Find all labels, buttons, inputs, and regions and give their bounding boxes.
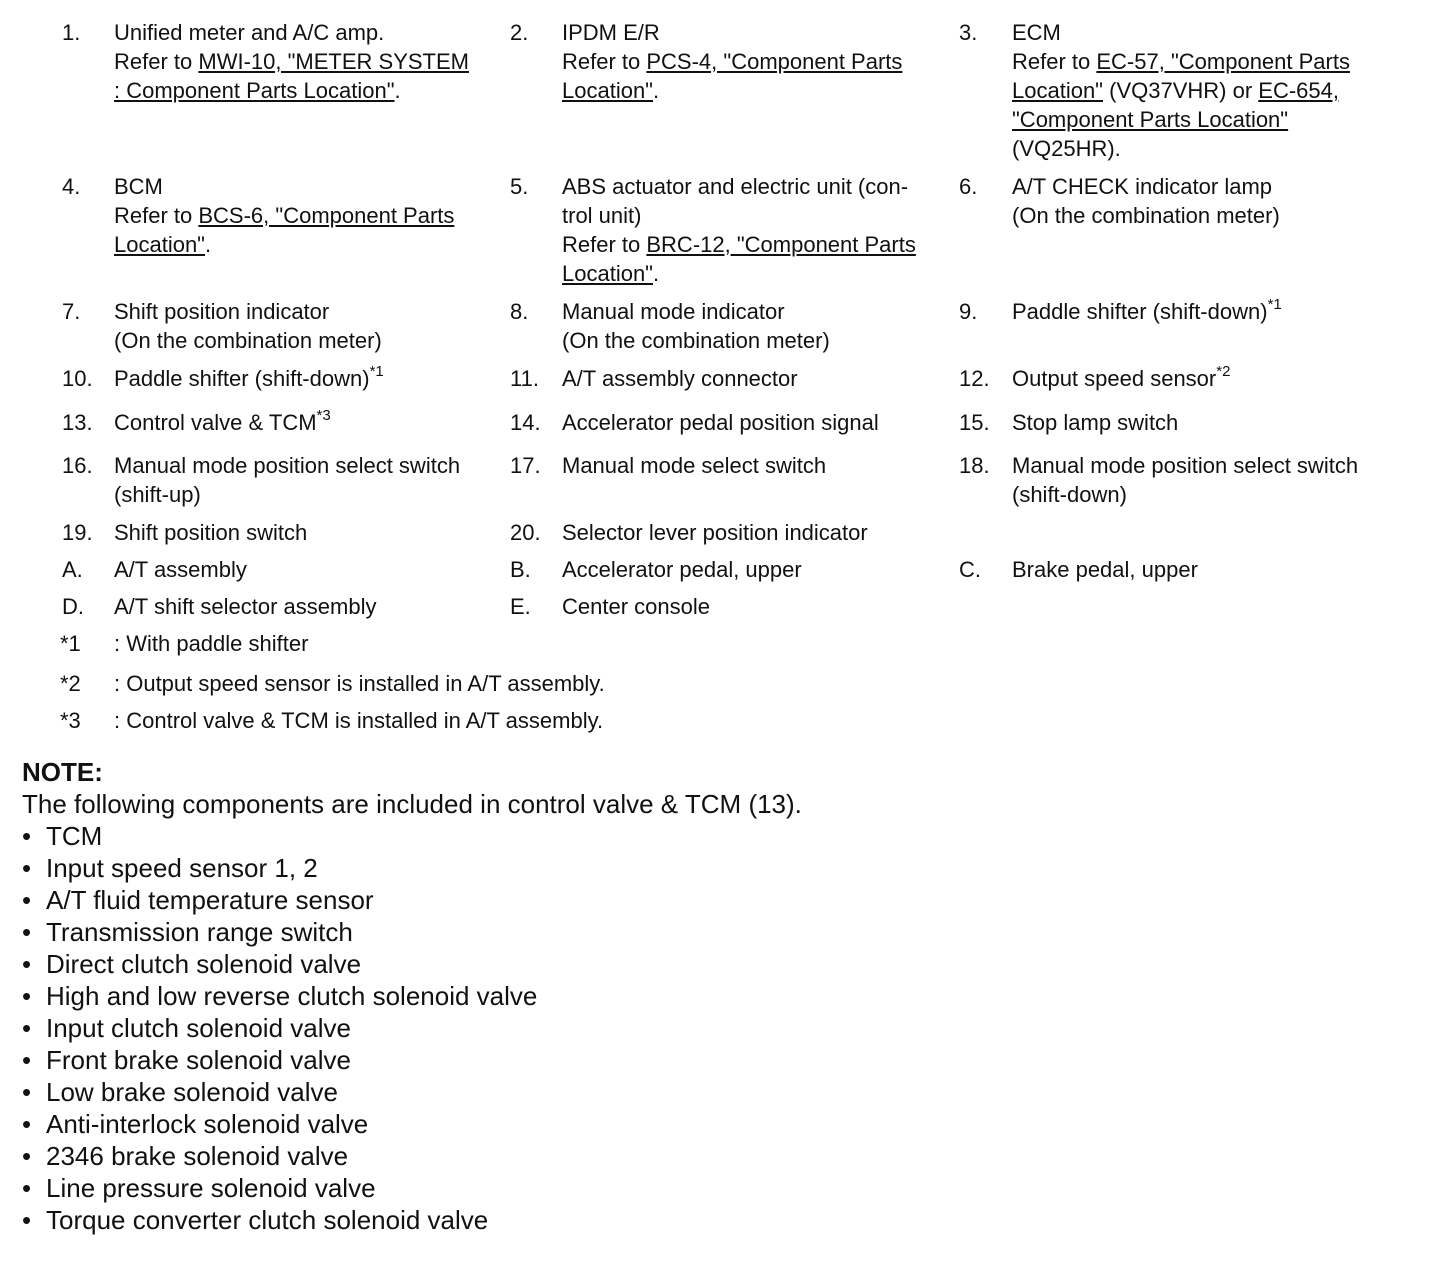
legend-line: Shift position switch [114, 520, 308, 545]
note-list-item [22, 948, 1222, 980]
legend-line [114, 76, 469, 105]
reference-link[interactable]: BRC-12, "Component Parts [646, 232, 916, 257]
text-run: Control valve & TCM [114, 410, 317, 435]
text-run: Refer to [114, 203, 199, 228]
note-item-text: High and low reverse clutch solenoid valve [46, 981, 538, 1011]
note-list-item [22, 1140, 1222, 1172]
legend-item-number: 2. [510, 20, 529, 45]
note-item-text: A/T fluid temperature sensor [46, 885, 374, 915]
footnote-text: : With paddle shifter [114, 631, 309, 656]
note-list-item [22, 980, 1222, 1012]
legend-item-number: 8. [510, 299, 529, 324]
text-run: Refer to [1012, 49, 1097, 74]
legend-item-text [562, 18, 902, 105]
legend-line: (On the combination meter) [1012, 203, 1280, 228]
legend-line: Selector lever position indicator [562, 520, 868, 545]
legend-line [1012, 105, 1350, 134]
legend-item-text [1012, 451, 1358, 509]
legend-item-text [1012, 555, 1198, 584]
text-run: (VQ37VHR) or [1103, 78, 1259, 103]
bullet-icon: • [22, 853, 32, 883]
legend-item-text [114, 592, 376, 621]
legend-line: Center console [562, 594, 710, 619]
note-item-text: Direct clutch solenoid valve [46, 949, 362, 979]
footnote-text: : Control valve & TCM is installed in A/T assembly. [114, 708, 604, 733]
text-run: Refer to [114, 49, 199, 74]
footnote-superscript: *3 [316, 406, 331, 424]
legend-item-text [1012, 18, 1350, 163]
bullet-icon: • [22, 1141, 32, 1171]
legend-item-text [562, 451, 826, 480]
legend-item-text [562, 297, 830, 355]
legend-line: Stop lamp switch [1012, 410, 1179, 435]
legend-line [114, 201, 454, 230]
legend-item-number: C. [959, 557, 981, 582]
note-list-item [22, 1172, 1222, 1204]
text-run: Paddle shifter (shift-down) [114, 366, 370, 391]
legend-item-text [562, 408, 879, 437]
legend-item-text [562, 555, 802, 584]
legend-line: Shift position indicator [114, 299, 330, 324]
reference-link[interactable]: "Component Parts Location" [1012, 107, 1289, 132]
footnote-superscript: *2 [1216, 362, 1231, 380]
note-list-item [22, 916, 1222, 948]
legend-line [1012, 47, 1350, 76]
note-list [22, 820, 1222, 1236]
note-list-item [22, 1012, 1222, 1044]
legend-item-text [562, 592, 710, 621]
text-run: Output speed sensor [1012, 366, 1217, 391]
legend-item-number: 5. [510, 174, 529, 199]
reference-link[interactable]: MWI-10, "METER SYSTEM [198, 49, 469, 74]
legend-item-text [562, 172, 916, 288]
legend-line: BCM [114, 174, 163, 199]
bullet-icon: • [22, 1045, 32, 1075]
bullet-icon: • [22, 885, 32, 915]
legend-item-number: 18. [959, 453, 990, 478]
legend-item-text [562, 364, 798, 393]
legend-line [562, 230, 916, 259]
legend-item-number: 4. [62, 174, 81, 199]
legend-item-text [114, 172, 454, 259]
legend-line: A/T shift selector assembly [114, 594, 377, 619]
legend-item-number: 15. [959, 410, 990, 435]
legend-item-number: 7. [62, 299, 81, 324]
footnote-mark: *2 [60, 671, 81, 696]
note-list-item [22, 1204, 1222, 1236]
reference-link[interactable]: PCS-4, "Component Parts [646, 49, 903, 74]
bullet-icon: • [22, 917, 32, 947]
legend-line: trol unit) [562, 203, 642, 228]
legend-line: A/T CHECK indicator lamp [1012, 174, 1273, 199]
reference-link[interactable]: EC-57, "Component Parts [1096, 49, 1350, 74]
legend-line [1012, 297, 1282, 326]
text-run: . [653, 261, 660, 286]
note-item-text: Line pressure solenoid valve [46, 1173, 376, 1203]
legend-line [562, 76, 902, 105]
legend-line: Manual mode position select switch [114, 453, 461, 478]
legend-item-number: 1. [62, 20, 81, 45]
footnote-text: : Output speed sensor is installed in A/T assembly. [114, 671, 605, 696]
legend-item-number: 16. [62, 453, 93, 478]
bullet-icon: • [22, 1013, 32, 1043]
legend-item-number: 9. [959, 299, 978, 324]
text-run: Refer to [562, 49, 647, 74]
legend-item-text [562, 518, 868, 547]
footnote-mark: *3 [60, 708, 81, 733]
bullet-icon: • [22, 949, 32, 979]
bullet-icon: • [22, 1205, 32, 1235]
note-item-text: 2346 brake solenoid valve [46, 1141, 349, 1171]
legend-line: Manual mode position select switch [1012, 453, 1359, 478]
note-list-item [22, 1076, 1222, 1108]
legend-line: IPDM E/R [562, 20, 660, 45]
legend-line: Brake pedal, upper [1012, 557, 1198, 582]
legend-item-text [114, 297, 382, 355]
legend-line [114, 47, 469, 76]
note-item-text: Front brake solenoid valve [46, 1045, 351, 1075]
legend-item-number: 10. [62, 366, 93, 391]
legend-item-text [114, 408, 331, 437]
bullet-icon: • [22, 1173, 32, 1203]
legend-item-number: 6. [959, 174, 978, 199]
text-run: Paddle shifter (shift-down) [1012, 299, 1268, 324]
legend-item-text [1012, 172, 1280, 230]
legend-line [114, 230, 454, 259]
note-heading: NOTE: [22, 757, 103, 787]
reference-link[interactable]: EC-654, [1258, 78, 1339, 103]
legend-item-text [114, 18, 469, 105]
note-item-text: Anti-interlock solenoid valve [46, 1109, 369, 1139]
legend-item-number: A. [62, 557, 83, 582]
bullet-icon: • [22, 981, 32, 1011]
legend-line [114, 364, 384, 393]
legend-item-text [114, 364, 384, 393]
note-list-item [22, 820, 1222, 852]
reference-link[interactable]: Location" [562, 78, 653, 103]
legend-line: Manual mode select switch [562, 453, 827, 478]
legend-item-text [114, 518, 307, 547]
bullet-icon: • [22, 1077, 32, 1107]
legend-line: Accelerator pedal, upper [562, 557, 802, 582]
legend-item-number: 12. [959, 366, 990, 391]
legend-line: A/T assembly [114, 557, 247, 582]
note-list-item [22, 1108, 1222, 1140]
note-item-text: Transmission range switch [46, 917, 353, 947]
reference-link[interactable]: BCS-6, "Component Parts [198, 203, 455, 228]
legend-item-number: 3. [959, 20, 978, 45]
note-item-text: Input clutch solenoid valve [46, 1013, 351, 1043]
legend-line: ECM [1012, 20, 1061, 45]
note-item-text: Low brake solenoid valve [46, 1077, 338, 1107]
note-section [22, 756, 1222, 1236]
legend-item-number: B. [510, 557, 531, 582]
note-item-text: Torque converter clutch solenoid valve [46, 1205, 489, 1235]
reference-link[interactable]: Location" [1012, 78, 1103, 103]
legend-item-text [114, 451, 460, 509]
legend-line: A/T assembly connector [562, 366, 798, 391]
legend-item-number: 19. [62, 520, 93, 545]
legend-item-number: 17. [510, 453, 541, 478]
legend-line: (shift-up) [114, 482, 201, 507]
legend-item-number: E. [510, 594, 531, 619]
legend-line: (On the combination meter) [562, 328, 830, 353]
legend-item-number: D. [62, 594, 84, 619]
text-run: . [653, 78, 660, 103]
legend-item-number: 14. [510, 410, 541, 435]
legend-line: Unified meter and A/C amp. [114, 20, 385, 45]
legend-line: (shift-down) [1012, 482, 1127, 507]
footnote-mark: *1 [60, 631, 81, 656]
legend-line: Manual mode indicator [562, 299, 785, 324]
legend-item-text [114, 555, 247, 584]
legend-item-text [1012, 408, 1178, 437]
legend-item-number: 13. [62, 410, 93, 435]
legend-line [562, 259, 916, 288]
footnote-superscript: *1 [369, 362, 384, 380]
note-item-text: Input speed sensor 1, 2 [46, 853, 318, 883]
legend-item-text [1012, 297, 1282, 326]
legend-line [1012, 76, 1350, 105]
note-list-item [22, 1044, 1222, 1076]
note-intro: The following components are included in control valve & TCM (13). [22, 789, 802, 819]
bullet-icon: • [22, 821, 32, 851]
note-list-item [22, 884, 1222, 916]
legend-item-number: 11. [510, 366, 539, 391]
legend-line [562, 47, 902, 76]
note-list-item [22, 852, 1222, 884]
legend-line: ABS actuator and electric unit (con- [562, 174, 909, 199]
note-item-text: TCM [46, 821, 103, 851]
legend-item-text [1012, 364, 1230, 393]
reference-link[interactable]: Location" [562, 261, 653, 286]
legend-item-number: 20. [510, 520, 541, 545]
legend-line: Accelerator pedal position signal [562, 410, 879, 435]
text-run: . [394, 78, 401, 103]
legend-line [114, 408, 331, 437]
reference-link[interactable]: Location" [114, 232, 205, 257]
text-run: Refer to [562, 232, 647, 257]
bullet-icon: • [22, 1109, 32, 1139]
legend-line: (On the combination meter) [114, 328, 382, 353]
legend-line [1012, 364, 1230, 393]
text-run: . [205, 232, 212, 257]
reference-link[interactable]: : Component Parts Location" [114, 78, 395, 103]
footnote-superscript: *1 [1267, 295, 1282, 313]
legend-line: (VQ25HR). [1012, 136, 1121, 161]
